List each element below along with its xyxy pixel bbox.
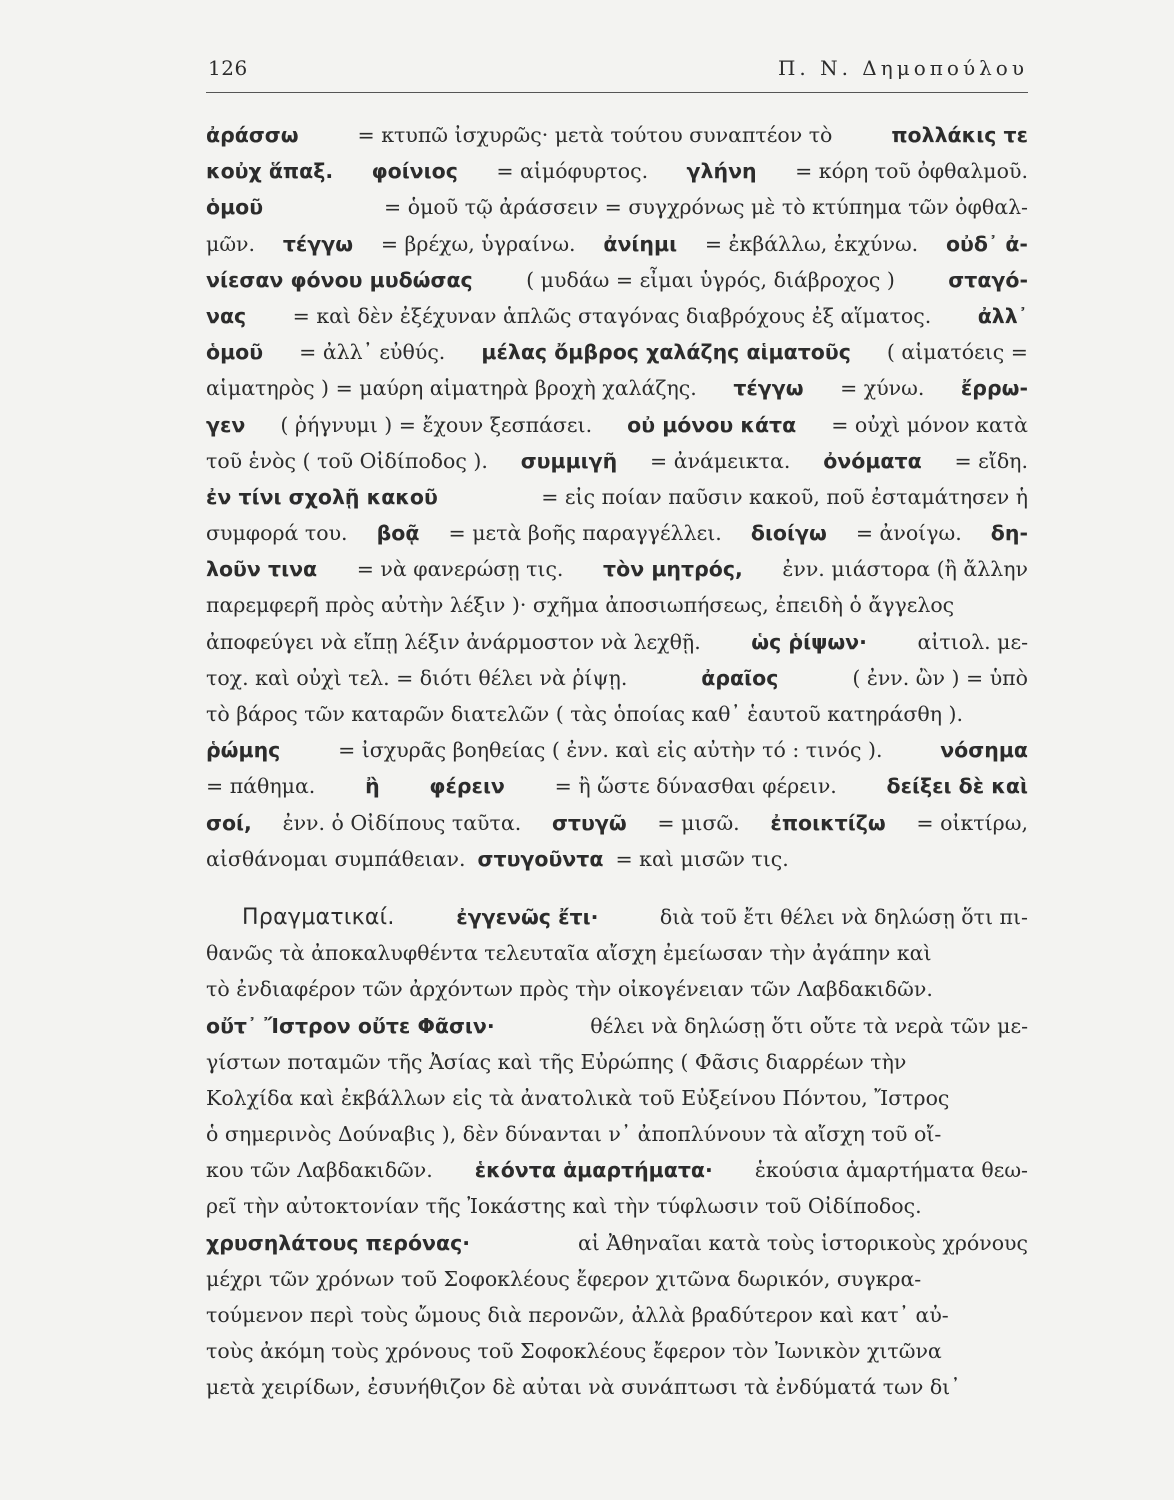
gloss-text: = μισῶ.	[657, 810, 740, 835]
gloss-text: μέχρι τῶν χρόνων τοῦ Σοφοκλέους ἔφερον χιτῶνα δωρικόν, συγκρα-	[206, 1266, 922, 1291]
lemma-term: τέγγω	[733, 376, 804, 401]
lemma-term: δείξει δὲ καὶ	[886, 774, 1028, 799]
lemma-term: ἢ	[365, 774, 380, 799]
gloss-text: ( ῥήγνυμι ) = ἔχουν ξεσπάσει.	[280, 412, 593, 437]
text-line	[206, 630, 1028, 666]
text-line	[206, 1014, 1028, 1050]
gloss-text: = χύνω.	[840, 376, 925, 401]
gloss-text: θέλει νὰ δηλώσῃ ὅτι οὔτε τὰ νερὰ τῶν με-	[590, 1013, 1028, 1038]
text-line	[206, 905, 1028, 941]
gloss-text: ρεῖ τὴν αὐτοκτονίαν τῆς Ἰοκάστης καὶ τὴν τύφλωσιν τοῦ Οἰδίποδος.	[206, 1194, 922, 1219]
gloss-text: = κόρη τοῦ ὀφθαλμοῦ.	[795, 159, 1028, 184]
lemma-term: τέγγω	[282, 231, 354, 256]
gloss-text: = ὁμοῦ τῷ ἀράσσειν = συγχρόνως μὲ τὸ κτύπημα τῶν ὀφθαλ-	[384, 195, 1028, 220]
lemma-term: ἐγγενῶς ἔτι·	[456, 904, 599, 929]
lemma-term: στυγοῦντα	[477, 846, 604, 871]
gloss-text: διὰ τοῦ ἔτι θέλει νὰ δηλώσῃ ὅτι πι-	[659, 904, 1028, 929]
gloss-text: γίστων ποταμῶν τῆς Ἀσίας καὶ τῆς Εὐρώπης ( Φᾶσις διαρρέων τὴν	[206, 1049, 907, 1074]
text-line	[206, 1050, 1028, 1086]
lemma-term: οὐ μόνου κάτα	[627, 412, 797, 437]
text-line	[206, 811, 1028, 847]
lemma-term: ἀράσσω	[206, 123, 299, 147]
lemma-term: ἀλλ᾿	[977, 303, 1028, 328]
lemma-term: διοίγω	[750, 521, 827, 546]
text-line	[206, 159, 1028, 195]
gloss-text: = ἐκβάλλω, ἐκχύνω.	[704, 231, 919, 256]
lemma-term: γεν	[206, 412, 246, 437]
text-line	[206, 195, 1028, 231]
lemma-term: ὀνόματα	[823, 448, 922, 473]
lemma-term: οὔτ᾿ Ἴστρον οὔτε Φᾶσιν·	[206, 1013, 495, 1038]
lemma-term: λοῦν τινα	[206, 557, 318, 582]
gloss-text: = ἢ ὥστε δύνασθαι φέρειν.	[554, 774, 837, 799]
gloss-text: = ἀλλ᾿ εὐθύς.	[299, 340, 446, 365]
text-line	[206, 123, 1028, 159]
lemma-term: γλήνη	[686, 159, 757, 184]
gloss-text: κου τῶν Λαβδακιδῶν.	[206, 1158, 433, 1183]
gloss-text: = ἀνάμεικτα.	[650, 448, 791, 473]
lemma-term: φοίνιος	[371, 159, 458, 184]
gloss-text: ὁ σημερινὸς Δούναβις ), δὲν δύνανται ν᾿ ἀποπλύνουν τὰ αἴσχη τοῦ οἴ-	[206, 1122, 942, 1147]
gloss-text: = καὶ μισῶν τις.	[615, 846, 789, 871]
gloss-text: = καὶ δὲν ἐξέχυναν ἁπλῶς σταγόνας διαβρόχους ἐξ αἵματος.	[292, 303, 932, 328]
lemma-term: φέρειν	[429, 774, 505, 799]
lemma-term: σοί,	[206, 810, 252, 835]
text-line	[206, 1122, 1028, 1158]
lemma-term: ἐν τίνι σχολῇ κακοῦ	[206, 484, 438, 509]
text-line	[206, 449, 1028, 485]
gloss-text: αἱματηρὸς ) = μαύρη αἱματηρὰ βροχὴ χαλάζης.	[206, 376, 697, 401]
gloss-text: = νὰ φανερώσῃ τις.	[356, 557, 564, 582]
gloss-text: ἐνν. ὁ Οἰδίπους ταῦτα.	[282, 810, 522, 835]
page-number: 126	[208, 56, 248, 80]
gloss-text: = πάθημα.	[206, 774, 316, 799]
lemma-term: χρυσηλάτους περόνας·	[206, 1230, 471, 1255]
text-line	[206, 1267, 1028, 1303]
lemma-term: νόσημα	[940, 738, 1028, 763]
gloss-text: συμφορά του.	[206, 521, 348, 546]
lemma-term: συμμιγῆ	[520, 448, 618, 473]
lemma-term: ἔρρω-	[960, 376, 1028, 401]
gloss-text: τὸ βάρος τῶν καταρῶν διατελῶν ( τὰς ὁποίας καθ᾿ ἑαυτοῦ κατηράσθη ).	[206, 702, 964, 726]
gloss-text: = εἴδη.	[954, 448, 1028, 473]
gloss-text: ἑκούσια ἁμαρτήματα θεω-	[754, 1158, 1028, 1183]
text-line	[206, 1339, 1028, 1375]
gloss-text: αἰσθάνομαι συμπάθειαν.	[206, 846, 466, 871]
lemma-term: νας	[206, 303, 247, 328]
lemma-term: μέλας ὄμβρος χαλάζης αἱματοῦς	[481, 340, 851, 365]
text-line	[206, 557, 1028, 593]
text-line	[206, 1303, 1028, 1339]
text-line	[206, 340, 1028, 376]
factual-notes-paragraph	[206, 905, 1028, 1412]
gloss-text: μετὰ χειρίδων, ἐσυνήθιζον δὲ αὐται νὰ συνάπτωσι τὰ ἐνδύματά των δι᾿	[206, 1375, 961, 1400]
lemma-term: βοᾷ	[376, 521, 420, 546]
gloss-text: ( ἐνν. ὢν ) = ὑπὸ	[852, 665, 1028, 690]
lemma-term: ἀραῖος	[701, 665, 779, 690]
paragraph-gap	[206, 883, 1028, 905]
gloss-text: τοὺς ἀκόμη τοὺς χρόνους τοῦ Σοφοκλέους ἔφερον τὸν Ἰωνικὸν χιτῶνα	[206, 1339, 942, 1364]
text-line	[206, 666, 1028, 702]
text-line	[206, 941, 1028, 977]
gloss-text: τούμενον περὶ τοὺς ὤμους διὰ περονῶν, ἀλλὰ βραδύτερον καὶ κατ᾿ αὐ-	[206, 1303, 949, 1327]
text-line	[206, 413, 1028, 449]
gloss-text: αἰτιολ. με-	[917, 629, 1028, 654]
section-heading: Πραγματικαί.	[242, 904, 395, 930]
commentary-text	[206, 123, 1028, 1412]
text-line	[206, 304, 1028, 340]
gloss-text: = οἰκτίρω,	[916, 810, 1028, 835]
gloss-text: τὸ ἐνδιαφέρον τῶν ἀρχόντων πρὸς τὴν οἰκογένειαν τῶν Λαβδακιδῶν.	[206, 977, 933, 1002]
gloss-text: = βρέχω, ὑγραίνω.	[380, 231, 576, 256]
lemma-term: ὁμοῦ	[206, 340, 264, 365]
text-line	[206, 702, 1028, 738]
lemma-term: ὡς ῥίψων·	[751, 629, 867, 654]
glossary-paragraph	[206, 123, 1028, 883]
gloss-text: = κτυπῶ ἰσχυρῶς· μετὰ τούτου συναπτέον τὸ	[357, 123, 833, 147]
gloss-text: ( μυδάω = εἶμαι ὑγρός, διάβροχος )	[526, 267, 895, 292]
text-line	[206, 977, 1028, 1013]
gloss-text: = ἀνοίγω.	[855, 521, 962, 546]
lemma-term: νίεσαν φόνου μυδώσας	[206, 267, 473, 292]
lemma-term: σταγό-	[948, 267, 1028, 292]
gloss-text: παρεμφερῆ πρὸς αὐτὴν λέξιν )· σχῆμα ἀποσιωπήσεως, ἐπειδὴ ὁ ἄγγελος	[206, 593, 955, 618]
header-rule	[206, 92, 1028, 93]
lemma-term: ἑκόντα ἁμαρτήματα·	[474, 1158, 713, 1183]
gloss-text: ἐνν. μιάστορα (ἢ ἄλλην	[782, 557, 1028, 582]
text-line	[206, 1158, 1028, 1194]
lemma-term: στυγῶ	[551, 810, 627, 835]
text-line	[206, 1375, 1028, 1411]
text-line	[206, 738, 1028, 774]
gloss-text: ( αἱματόεις =	[886, 340, 1028, 365]
lemma-term: τὸν μητρός,	[603, 557, 743, 582]
gloss-text: τοῦ ἑνὸς ( τοῦ Οἰδίποδος ).	[206, 448, 488, 473]
lemma-term: ῥώμης	[206, 738, 281, 763]
text-line	[206, 593, 1028, 629]
lemma-term: ἐποικτίζω	[770, 810, 886, 835]
gloss-text: = μετὰ βοῆς παραγγέλλει.	[448, 521, 722, 546]
gloss-text: = οὐχὶ μόνον κατὰ	[831, 412, 1028, 437]
lemma-term: ὁμοῦ	[206, 195, 264, 220]
lemma-term: κοὐχ ἅπαξ.	[206, 159, 334, 184]
text-line	[206, 1231, 1028, 1267]
gloss-text: μῶν.	[206, 231, 256, 256]
text-line	[206, 1086, 1028, 1122]
text-line	[206, 521, 1028, 557]
lemma-term: οὐδ᾿ ἀ-	[945, 231, 1028, 256]
lemma-term: ἀνίημι	[603, 231, 678, 256]
lemma-term: πολλάκις τε	[891, 123, 1028, 147]
gloss-text: = αἱμόφυρτος.	[496, 159, 649, 184]
gloss-text: = εἰς ποίαν παῦσιν κακοῦ, ποῦ ἐσταμάτησεν ἡ	[541, 484, 1028, 509]
text-line	[206, 485, 1028, 521]
gloss-text: αἱ Ἀθηναῖαι κατὰ τοὺς ἱστορικοὺς χρόνους	[577, 1230, 1028, 1255]
gloss-text: θανῶς τὰ ἀποκαλυφθέντα τελευταῖα αἴσχη ἐμείωσαν τὴν ἀγάπην καὶ	[206, 941, 932, 966]
gloss-text: τοχ. καὶ οὐχὶ τελ. = διότι θέλει νὰ ῥίψῃ.	[206, 665, 628, 690]
running-head: Π. Ν. Δημοπούλου	[777, 56, 1028, 80]
lemma-term: δη-	[990, 521, 1028, 546]
text-line	[206, 774, 1028, 810]
text-line	[206, 268, 1028, 304]
text-line	[206, 232, 1028, 268]
text-line	[206, 847, 1028, 883]
gloss-text: ἀποφεύγει νὰ εἴπῃ λέξιν ἀνάρμοστον νὰ λεχθῇ.	[206, 629, 701, 654]
gloss-text: Κολχίδα καὶ ἐκβάλλων εἰς τὰ ἀνατολικὰ τοῦ Εὐξείνου Πόντου, Ἴστρος	[206, 1085, 950, 1110]
text-line	[206, 1194, 1028, 1230]
text-line	[206, 376, 1028, 412]
gloss-text: = ἰσχυρᾶς βοηθείας ( ἐνν. καὶ εἰς αὐτὴν τό : τινός ).	[338, 738, 883, 763]
